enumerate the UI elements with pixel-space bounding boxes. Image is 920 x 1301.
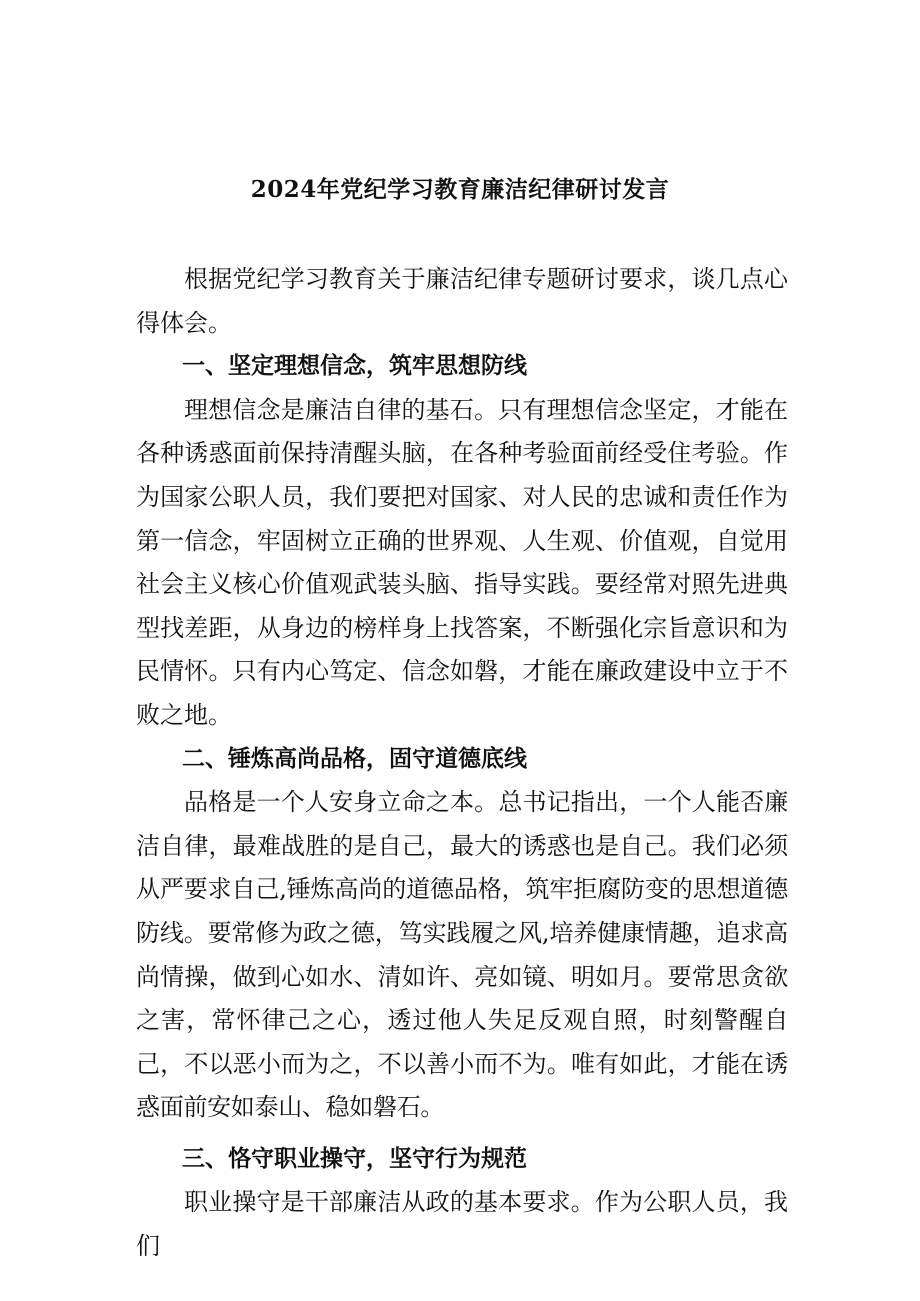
section-3-heading: 三、恪守职业操守，坚守行为规范 (182, 1145, 527, 1172)
document-body (136, 258, 788, 1269)
section-1-heading: 一、坚定理想信念，筑牢思想防线 (182, 353, 527, 380)
section-2-heading: 二、锤炼高尚品格，固守道德底线 (182, 745, 527, 772)
document-title: 2024年党纪学习教育廉洁纪律研讨发言 (250, 176, 670, 203)
section-1-paragraph: 理想信念是廉洁自律的基石。只有理想信念坚定，才能在各种诱惑面前保持清醒头脑，在各种考验面前经受住考验。作为国家公职人员，我们要把对国家、对人民的忠诚和责任作为第一信念，牢固树立正确的世界观、人生观、价值观，自觉用社会主义核心价值观武装头脑、指导实践。要经常对照先进典型找差距，从身边的榜样身上找答案，不断强化宗旨意识和为民情怀。只有内心笃定、信念如磐，才能在廉政建设中立于不败之地。 (136, 395, 788, 729)
section-3-paragraph: 职业操守是干部廉洁从政的基本要求。作为公职人员，我们 (136, 1188, 788, 1261)
section-2-paragraph: 品格是一个人安身立命之本。总书记指出，一个人能否廉洁自律，最难战胜的是自己，最大的诱惑也是自己。我们必须从严要求自己,锤炼高尚的道德品格，筑牢拒腐防变的思想道德防线。要常修为政之德，笃实践履之风,培养健康情趣，追求高尚情操，做到心如水、清如许、亮如镜、明如月。要常思贪欲之害，常怀律己之心，透过他人失足反观自照，时刻警醒自己，不以恶小而为之，不以善小而不为。唯有如此，才能在诱惑面前安如泰山、稳如磐石。 (136, 788, 788, 1122)
intro-paragraph: 根据党纪学习教育关于廉洁纪律专题研讨要求，谈几点心得体会。 (136, 265, 788, 337)
